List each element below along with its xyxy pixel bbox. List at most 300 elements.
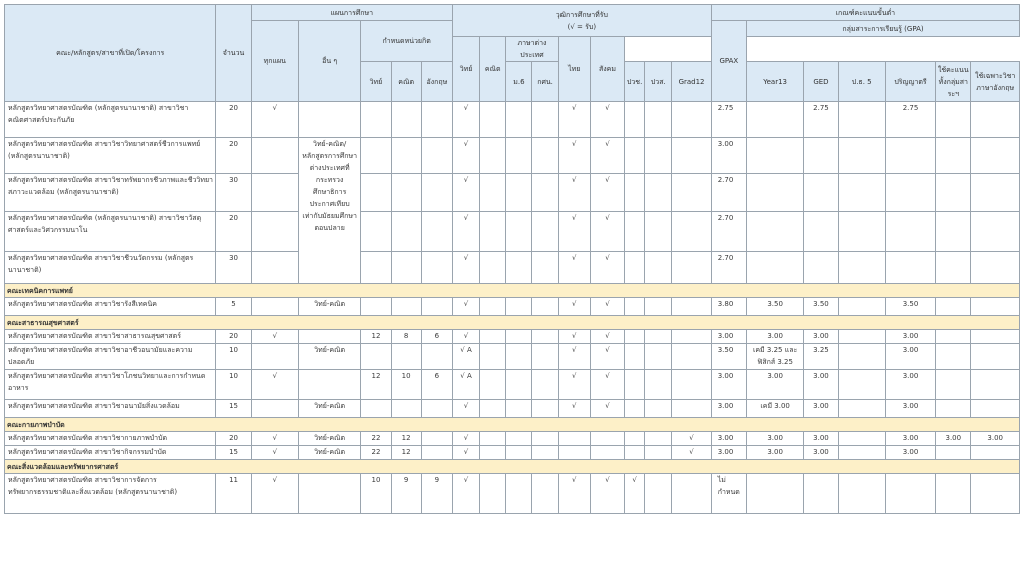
credit-sci: [361, 298, 391, 316]
qualification-check: [480, 370, 506, 400]
qualification-check: [590, 446, 624, 460]
qualification-check: [672, 174, 711, 212]
qualification-check: [645, 370, 672, 400]
qualification-check: [532, 400, 558, 418]
qualification-check: √: [590, 138, 624, 174]
table-row: [5, 400, 1020, 418]
qualification-check: [506, 432, 532, 446]
credit-math: 8: [391, 330, 421, 344]
table-row: [5, 174, 1020, 212]
seat-count: 20: [216, 138, 251, 174]
table-row: [5, 102, 1020, 138]
admission-criteria-table-wrapper: [4, 4, 1020, 514]
count-header: จำนวน: [216, 5, 251, 102]
all-plans-check: [251, 344, 298, 370]
all-plans-check: [251, 298, 298, 316]
seat-count: 20: [216, 212, 251, 252]
qualification-check: [645, 252, 672, 284]
qualification-check: [645, 212, 672, 252]
seat-count: 20: [216, 432, 251, 446]
qualification-check: √: [590, 474, 624, 514]
qualification-check: √: [452, 298, 479, 316]
program-header: คณะ/หลักสูตร/สาขาที่เปิด/โครงการ: [5, 5, 216, 102]
credit-math: 12: [391, 446, 421, 460]
qualification-check: [672, 102, 711, 138]
qualification-check: √: [452, 252, 479, 284]
foreign-all: [838, 400, 885, 418]
qualifications-note: (√ = รับ): [567, 22, 597, 31]
foreign-eng: [885, 474, 935, 514]
qualification-check: [506, 174, 532, 212]
qualification-check: √: [452, 432, 479, 446]
table-row: [5, 298, 1020, 316]
foreign-eng-header: ใช้เฉพาะวิชาภาษาอังกฤษ: [971, 62, 1020, 102]
other-plan: วิทย์-คณิต: [298, 432, 360, 446]
foreign-eng: [885, 138, 935, 174]
credit-eng-header: อังกฤษ: [421, 62, 452, 102]
credit-math: [391, 344, 421, 370]
gpax-value: 3.00: [711, 330, 746, 344]
seat-count: 20: [216, 102, 251, 138]
qualification-check: [558, 446, 590, 460]
credit-math: [391, 174, 421, 212]
qualification-check: √: [625, 474, 645, 514]
qualification-check: √: [558, 212, 590, 252]
credit-sci-header: วิทย์: [361, 62, 391, 102]
qual-header: กศน.: [532, 62, 558, 102]
gpa-thai: [936, 138, 971, 174]
table-body: [5, 102, 1020, 514]
qualification-check: [506, 330, 532, 344]
qualification-check: √: [672, 432, 711, 446]
qualification-check: [645, 432, 672, 446]
gpa-social: [971, 370, 1020, 400]
qualification-check: [672, 252, 711, 284]
qualification-check: √: [452, 174, 479, 212]
table-row: [5, 330, 1020, 344]
qualification-check: √: [590, 344, 624, 370]
credit-math-header: คณิต: [391, 62, 421, 102]
qualification-check: √: [452, 400, 479, 418]
qualification-check: [672, 138, 711, 174]
qualification-check: [480, 446, 506, 460]
foreign-all: [838, 446, 885, 460]
credit-sci: 12: [361, 330, 391, 344]
study-plan-header: แผนการศึกษา: [251, 5, 452, 21]
table-row: [5, 474, 1020, 514]
table-row: [5, 252, 1020, 284]
gpa-thai: [936, 474, 971, 514]
gpa-sci: เคมี 3.25 และ ฟิสิกส์ 3.25: [746, 344, 803, 370]
qualification-check: [625, 298, 645, 316]
program-name: หลักสูตรวิทยาศาสตรบัณฑิต (หลักสูตรนานาชาติ) สาขาวิชาคณิตศาสตร์ประกันภัย: [5, 102, 216, 138]
gpa-social: [971, 344, 1020, 370]
credit-eng: [421, 432, 452, 446]
qualification-check: [480, 330, 506, 344]
program-name: หลักสูตรวิทยาศาสตรบัณฑิต สาขาวิชาสาธารณสุขศาสตร์: [5, 330, 216, 344]
qualification-check: [625, 370, 645, 400]
qualification-check: √: [452, 474, 479, 514]
foreign-all: [838, 432, 885, 446]
gpa-thai: [936, 446, 971, 460]
qual-header: Year13: [746, 62, 803, 102]
gpa-math: [804, 174, 838, 212]
gpa-thai: [936, 400, 971, 418]
qualification-check: [672, 212, 711, 252]
qualification-check: [480, 252, 506, 284]
program-name: หลักสูตรวิทยาศาสตรบัณฑิต สาขาวิชาอาชีวอนามัยและความปลอดภัย: [5, 344, 216, 370]
foreign-lang-header: ภาษาต่างประเทศ: [506, 37, 558, 62]
gpa-math: 2.75: [804, 102, 838, 138]
qualification-check: [625, 174, 645, 212]
credit-math: 12: [391, 432, 421, 446]
all-plans-check: [251, 252, 298, 284]
qualification-check: [672, 298, 711, 316]
gpax-value: 3.00: [711, 432, 746, 446]
gpa-math: 3.00: [804, 400, 838, 418]
foreign-eng: 3.00: [885, 432, 935, 446]
gpa-thai: [936, 298, 971, 316]
gpa-math: [804, 138, 838, 174]
gpax-header: GPAX: [711, 21, 746, 102]
all-plans-check: [251, 138, 298, 174]
criteria-header: เกณฑ์คะแนนขั้นต่ำ: [711, 5, 1019, 21]
gpa-social: [971, 330, 1020, 344]
qualification-check: [532, 102, 558, 138]
qualification-check: [625, 138, 645, 174]
gpa-thai: [936, 370, 971, 400]
credit-sci: [361, 400, 391, 418]
credit-eng: 6: [421, 370, 452, 400]
credit-sci: 12: [361, 370, 391, 400]
seat-count: 10: [216, 344, 251, 370]
gpa-social: [971, 446, 1020, 460]
other-plan: [298, 102, 360, 138]
qualification-check: √: [590, 370, 624, 400]
gpax-value: 3.00: [711, 446, 746, 460]
gpa-math: 3.25: [804, 344, 838, 370]
qualification-check: √: [558, 400, 590, 418]
qualification-check: √: [452, 446, 479, 460]
faculty-row: [5, 460, 1020, 474]
gpa-math: [804, 252, 838, 284]
gpa-social: [971, 252, 1020, 284]
all-plans-check: [251, 400, 298, 418]
foreign-all: [838, 138, 885, 174]
qualifications-title: วุฒิการศึกษาที่รับ: [555, 10, 608, 19]
gpa-sci: 3.50: [746, 298, 803, 316]
credit-eng: [421, 344, 452, 370]
qualification-check: √: [590, 330, 624, 344]
qualification-check: √: [558, 370, 590, 400]
seat-count: 30: [216, 252, 251, 284]
all-plans-header: ทุกแผน: [251, 21, 298, 102]
qualification-check: √: [558, 252, 590, 284]
credit-eng: [421, 138, 452, 174]
credit-sci: [361, 138, 391, 174]
qualification-check: √: [452, 138, 479, 174]
other-plan: [298, 370, 360, 400]
gpa-thai: [936, 174, 971, 212]
gpa-math: 3.50: [804, 298, 838, 316]
table-row: [5, 432, 1020, 446]
credit-eng: [421, 212, 452, 252]
all-plans-check: √: [251, 102, 298, 138]
qualification-check: [532, 330, 558, 344]
credit-eng: [421, 252, 452, 284]
other-plan: [298, 474, 360, 514]
qualification-check: [506, 474, 532, 514]
all-plans-check: [251, 174, 298, 212]
qualification-check: [625, 102, 645, 138]
gpa-social: [971, 174, 1020, 212]
gpax-value: 2.70: [711, 252, 746, 284]
gpa-thai: 3.00: [936, 432, 971, 446]
other-header: อื่น ๆ: [298, 21, 360, 102]
foreign-eng: 3.00: [885, 330, 935, 344]
table-header: [5, 5, 1020, 102]
foreign-eng: 3.00: [885, 400, 935, 418]
gpax-value: 3.80: [711, 298, 746, 316]
qualification-check: [506, 298, 532, 316]
qualification-check: [645, 138, 672, 174]
seat-count: 11: [216, 474, 251, 514]
qualification-check: [480, 344, 506, 370]
qualification-check: [590, 432, 624, 446]
gpa-social: [971, 298, 1020, 316]
credit-eng: [421, 446, 452, 460]
credit-eng: 6: [421, 330, 452, 344]
foreign-all: [838, 370, 885, 400]
qual-header: GED: [804, 62, 838, 102]
gpa-social: [971, 212, 1020, 252]
qualification-check: [506, 212, 532, 252]
credit-sci: [361, 212, 391, 252]
qual-header: ปวส.: [645, 62, 672, 102]
qualification-check: [532, 370, 558, 400]
foreign-all: [838, 474, 885, 514]
gpa-sci: [746, 212, 803, 252]
qualification-check: √: [672, 446, 711, 460]
gpax-value: 3.00: [711, 400, 746, 418]
credit-eng: [421, 400, 452, 418]
gpa-math-header: คณิต: [480, 37, 506, 102]
foreign-eng: 3.00: [885, 446, 935, 460]
all-plans-check: √: [251, 474, 298, 514]
qualification-check: √: [590, 298, 624, 316]
all-plans-check: [251, 212, 298, 252]
gpa-social: [971, 474, 1020, 514]
gpa-sci: 3.00: [746, 446, 803, 460]
program-name: หลักสูตรวิทยาศาสตรบัณฑิต สาขาวิชาโภชนวิทยาและการกำหนดอาหาร: [5, 370, 216, 400]
gpa-thai: [936, 344, 971, 370]
qualification-check: [506, 344, 532, 370]
gpa-sci: 3.00: [746, 432, 803, 446]
program-name: หลักสูตรวิทยาศาสตรบัณฑิต สาขาวิชารังสีเทคนิค: [5, 298, 216, 316]
gpa-sci: [746, 102, 803, 138]
qualification-check: [645, 102, 672, 138]
qualification-check: [532, 446, 558, 460]
gpa-sci-header: วิทย์: [452, 37, 479, 102]
foreign-eng: 3.50: [885, 298, 935, 316]
qualification-check: [625, 330, 645, 344]
qualification-check: √ A: [452, 370, 479, 400]
foreign-eng: [885, 212, 935, 252]
credit-sci: [361, 174, 391, 212]
gpa-social: [971, 102, 1020, 138]
qualification-check: [645, 446, 672, 460]
faculty-row: [5, 418, 1020, 432]
gpa-math: 3.00: [804, 330, 838, 344]
qualification-check: √: [590, 102, 624, 138]
faculty-row: [5, 284, 1020, 298]
qualification-check: √: [590, 174, 624, 212]
qualification-check: √: [452, 102, 479, 138]
all-plans-check: √: [251, 432, 298, 446]
qualification-check: [672, 370, 711, 400]
faculty-row: [5, 316, 1020, 330]
qualification-check: [625, 400, 645, 418]
qualification-check: √: [452, 212, 479, 252]
qual-header: ป.ธ. 5: [838, 62, 885, 102]
foreign-all: [838, 102, 885, 138]
qualification-check: [506, 400, 532, 418]
gpax-value: 2.75: [711, 102, 746, 138]
qualification-check: √: [558, 138, 590, 174]
qualification-check: √: [590, 212, 624, 252]
credit-math: [391, 252, 421, 284]
qualification-check: [625, 446, 645, 460]
qualification-check: [645, 298, 672, 316]
qualification-check: [672, 474, 711, 514]
credit-math: [391, 212, 421, 252]
credit-eng: [421, 298, 452, 316]
qualification-check: [506, 370, 532, 400]
table-row: [5, 370, 1020, 400]
program-name: หลักสูตรวิทยาศาสตรบัณฑิต (หลักสูตรนานาชาติ) สาขาวิชาวัสดุศาสตร์และวิศวกรรมนาโน: [5, 212, 216, 252]
foreign-eng: 3.00: [885, 344, 935, 370]
gpa-thai: [936, 212, 971, 252]
qualification-check: √: [558, 344, 590, 370]
seat-count: 15: [216, 400, 251, 418]
credit-sci: [361, 252, 391, 284]
seat-count: 20: [216, 330, 251, 344]
seat-count: 5: [216, 298, 251, 316]
foreign-all: [838, 344, 885, 370]
qualification-check: [532, 298, 558, 316]
all-plans-check: √: [251, 370, 298, 400]
thai-header: ไทย: [558, 37, 590, 102]
credit-sci: 22: [361, 432, 391, 446]
credit-eng: [421, 174, 452, 212]
foreign-all: [838, 212, 885, 252]
gpa-thai: [936, 252, 971, 284]
gpa-sci: [746, 252, 803, 284]
qualification-check: [506, 252, 532, 284]
qualification-check: √: [558, 474, 590, 514]
qualification-check: [480, 298, 506, 316]
qualification-check: √: [558, 102, 590, 138]
gpa-math: [804, 212, 838, 252]
qualification-check: [480, 174, 506, 212]
qualification-check: [625, 252, 645, 284]
other-plan: วิทย์-คณิต: [298, 446, 360, 460]
gpa-sci: 3.00: [746, 370, 803, 400]
other-plan: วิทย์-คณิต: [298, 298, 360, 316]
foreign-eng: 3.00: [885, 370, 935, 400]
gpax-value: 3.00: [711, 138, 746, 174]
gpa-group-header: กลุ่มสาระการเรียนรู้ (GPA): [746, 21, 1019, 37]
qualification-check: [645, 344, 672, 370]
gpa-sci: [746, 174, 803, 212]
qualification-check: [625, 432, 645, 446]
credit-sci: [361, 102, 391, 138]
qualification-check: [506, 446, 532, 460]
seat-count: 30: [216, 174, 251, 212]
foreign-eng: [885, 174, 935, 212]
other-plan-merged: วิทย์-คณิต/ หลักสูตรการศึกษาต่างประเทศที่กระทรวงศึกษาธิการประกาศเทียบเท่ากับมัธยมศึกษาตอนปลาย: [298, 138, 360, 284]
gpa-social: [971, 138, 1020, 174]
program-name: หลักสูตรวิทยาศาสตรบัณฑิต สาขาวิชากิจกรรมบำบัด: [5, 446, 216, 460]
foreign-all: [838, 174, 885, 212]
credit-sci: [361, 344, 391, 370]
faculty-name: คณะเทคนิคการแพทย์: [5, 284, 1020, 298]
qualification-check: [532, 174, 558, 212]
qualification-check: √: [558, 330, 590, 344]
faculty-name: คณะสาธารณสุขศาสตร์: [5, 316, 1020, 330]
other-plan: วิทย์-คณิต: [298, 400, 360, 418]
qualification-check: [480, 474, 506, 514]
qualification-check: [480, 102, 506, 138]
credit-sci: 22: [361, 446, 391, 460]
foreign-all: [838, 330, 885, 344]
gpa-social: [971, 400, 1020, 418]
qualification-check: [672, 400, 711, 418]
foreign-all: [838, 298, 885, 316]
qualification-check: [532, 252, 558, 284]
program-name: หลักสูตรวิทยาศาสตรบัณฑิต สาขาวิชาอนามัยสิ่งแวดล้อม: [5, 400, 216, 418]
qualification-check: [506, 138, 532, 174]
qualification-check: [645, 474, 672, 514]
credit-math: [391, 102, 421, 138]
gpa-social: 3.00: [971, 432, 1020, 446]
qualification-check: [672, 344, 711, 370]
gpa-thai: [936, 102, 971, 138]
qual-header: ม.6: [506, 62, 532, 102]
qualification-check: √: [558, 174, 590, 212]
program-name: หลักสูตรวิทยาศาสตรบัณฑิต สาขาวิชาวิทยาศาสตร์ชีวการแพทย์ (หลักสูตรนานาชาติ): [5, 138, 216, 174]
gpa-math: 3.00: [804, 370, 838, 400]
gpax-value: ไม่กำหนด: [711, 474, 746, 514]
foreign-all: [838, 252, 885, 284]
credit-math: [391, 400, 421, 418]
credit-math: [391, 298, 421, 316]
table-row: [5, 212, 1020, 252]
qualification-check: [506, 102, 532, 138]
qual-header: Grad12: [672, 62, 711, 102]
table-row: [5, 138, 1020, 174]
qualification-check: [672, 330, 711, 344]
foreign-eng: [885, 252, 935, 284]
credit-math: [391, 138, 421, 174]
other-plan: [298, 330, 360, 344]
foreign-all-header: ใช้คะแนนทั้งกลุ่มสาระฯ: [936, 62, 971, 102]
qualification-check: [532, 432, 558, 446]
qualification-check: [645, 174, 672, 212]
qualification-check: [645, 400, 672, 418]
all-plans-check: √: [251, 330, 298, 344]
qualification-check: [558, 432, 590, 446]
